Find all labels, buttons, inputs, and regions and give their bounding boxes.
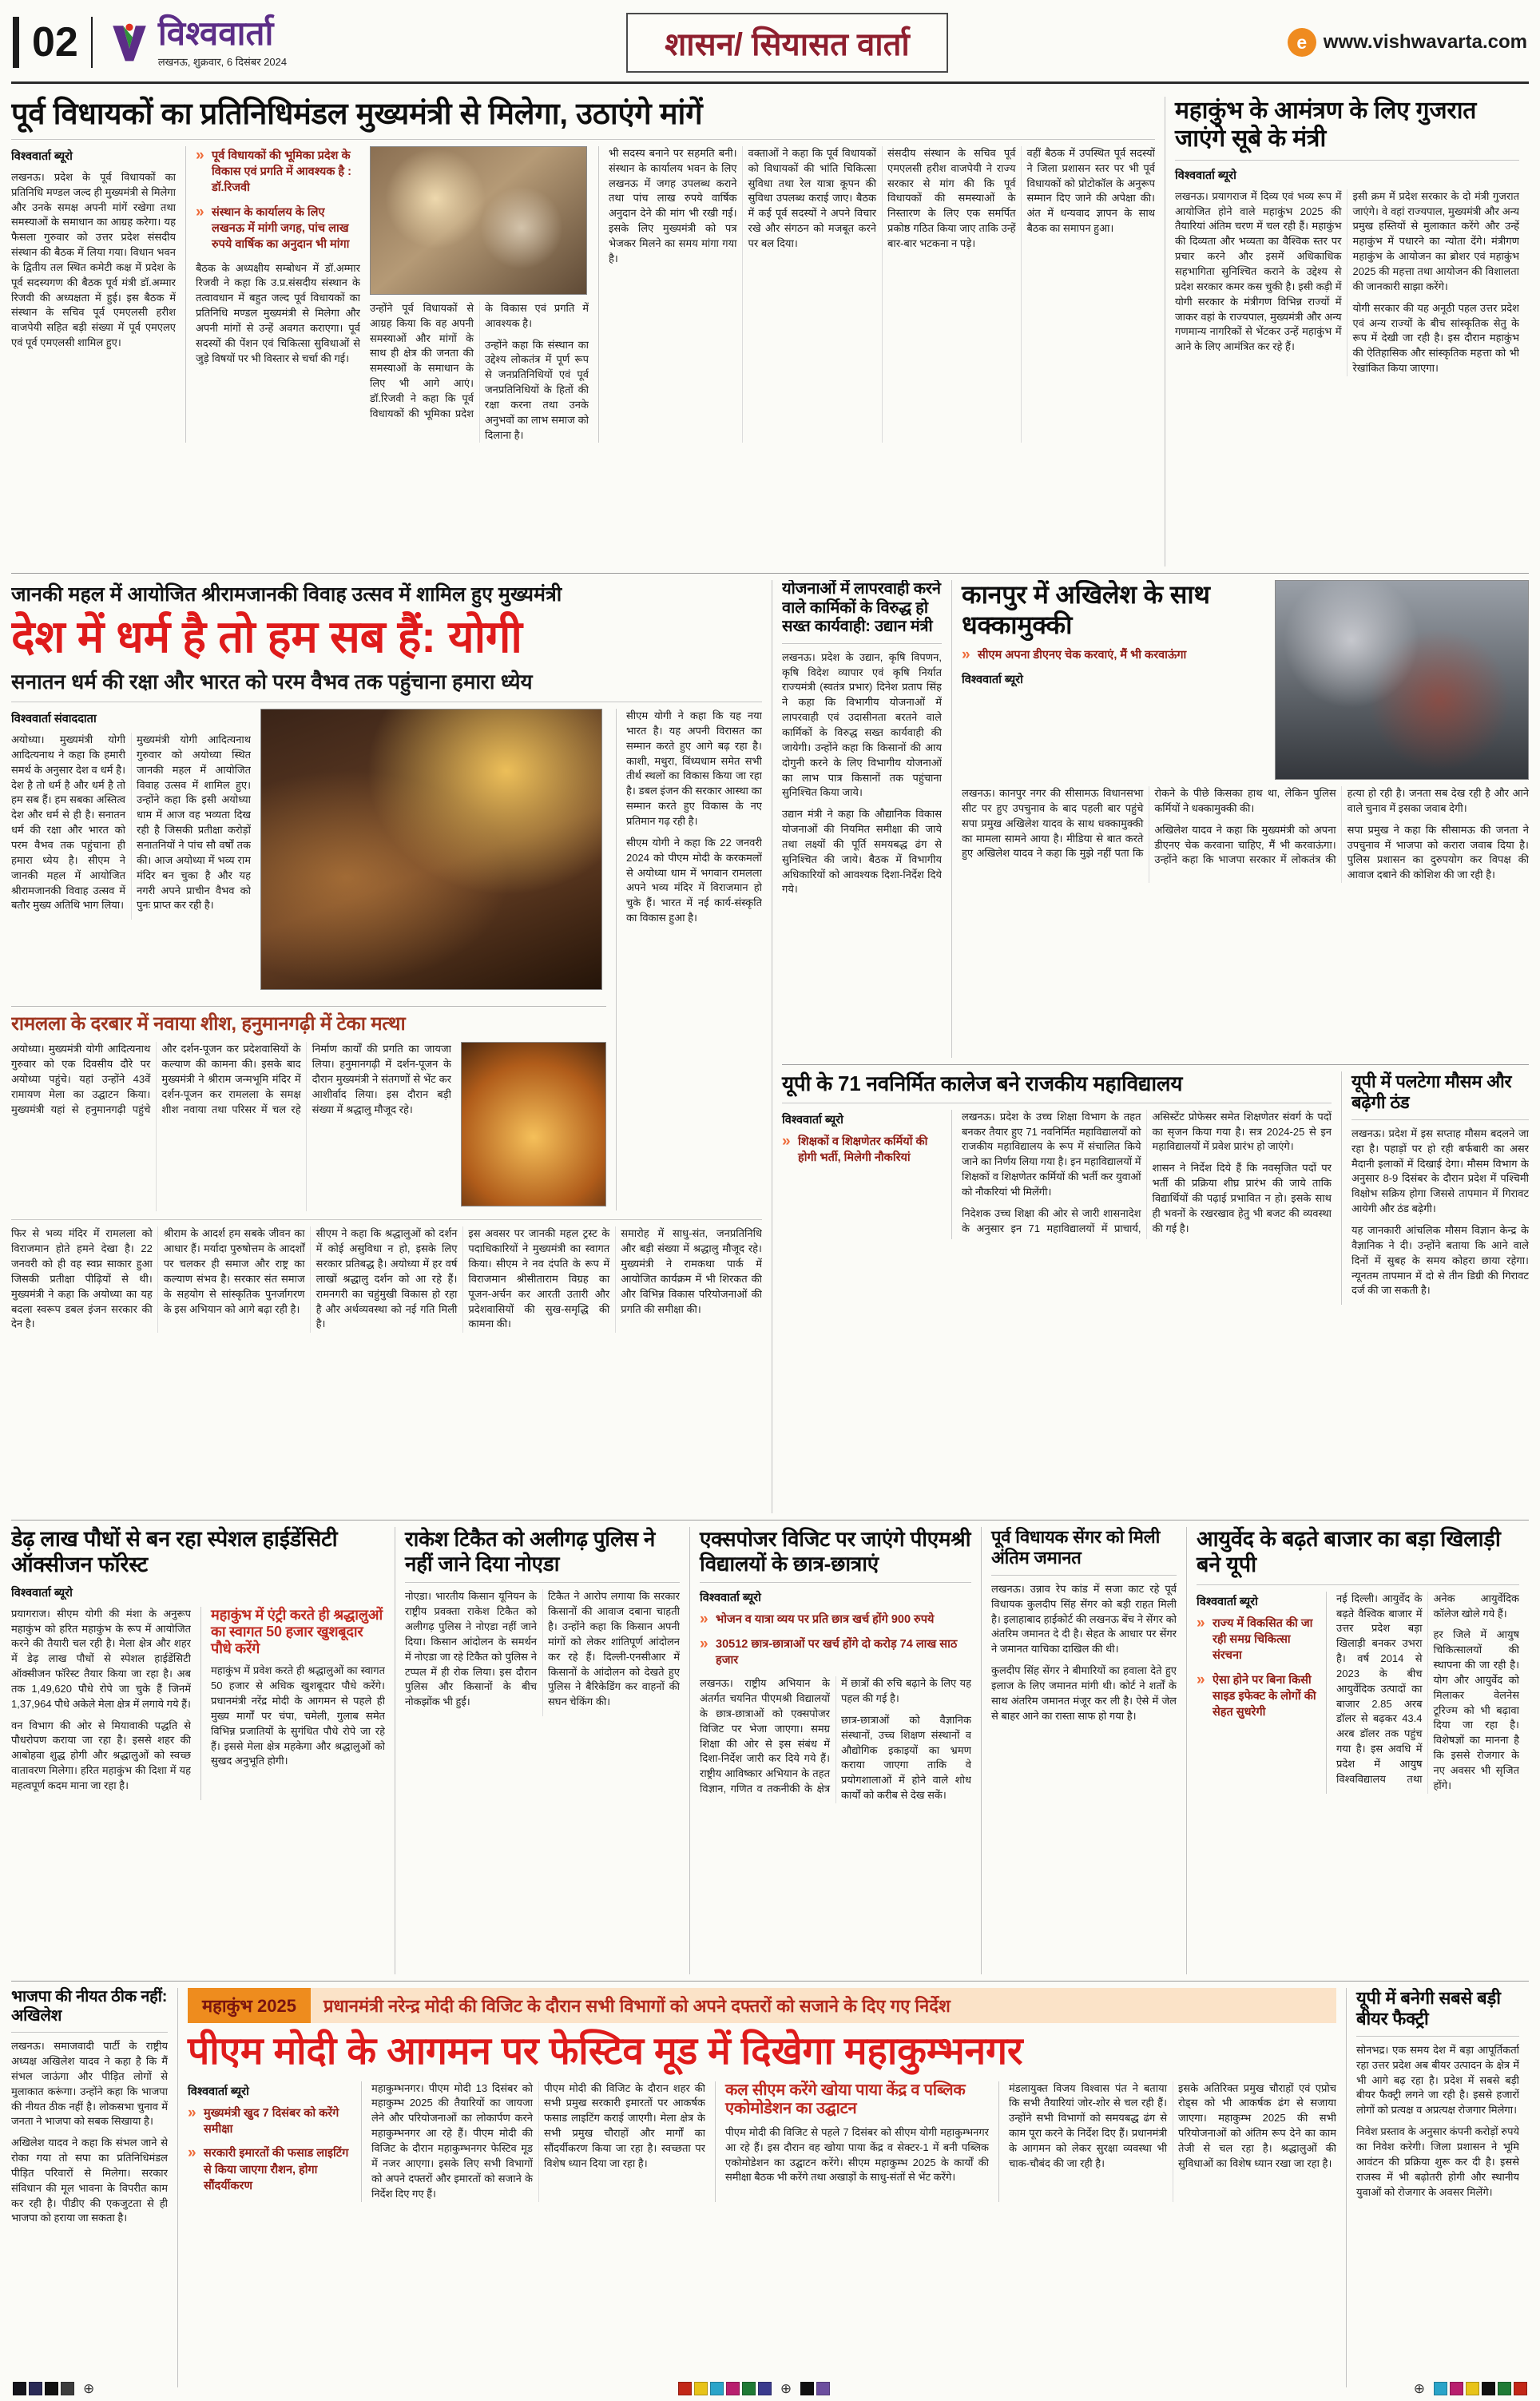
headline: देश में धर्म है तो हम सब हैं: योगी <box>11 611 522 662</box>
paragraph: महाकुंभ में प्रवेश करते ही श्रद्धालुओं का स्वागत 50 हजार से अधिक खुशबूदार पौधे करेंगे। प्रधानमंत्री नरेंद्र मोदी के आगमन से पहले ही मुख्य मार्गों पर चंपा, चमेली, गुलाब समेत विभिन्न प्रजातियों के सुगंधित पौधे रोपे जा रहे हैं। इससे मेला क्षेत्र महकेगा और श्रद्धालुओं को सुखद अनुभूति होगी। <box>211 1664 385 1767</box>
paragraph: वक्ताओं ने कहा कि पूर्व विधायकों को विधायकों की भांति चिकित्सा सुविधा तथा रेल यात्रा कूपन की सुविधा उपलब्ध कराई जाए। बैठक में कई पूर्व सदस्यों ने अपने विचार रखे और संगठन को मजबूत करने पर बल दिया। <box>748 146 876 249</box>
byline-column <box>1197 1592 1316 1794</box>
article-bullets <box>1197 1616 1316 1721</box>
paragraph: अयोध्या। मुख्यमंत्री योगी आदित्यनाथ गुरुवार को एक दिवसीय दौरे पर अयोध्या पहुंचे। यहां उन्होंने 43वें रामायण मेला का उद्घाटन किया। मुख्यमंत्री यहां से हनुमानगढ़ी पहुंचे और दर्शन-पूजन कर प्रदेशवासियों के कल्याण की कामना की। इसके बाद मुख्यमंत्री ने श्रीराम जन्मभूमि मंदिर में दर्शन-पूजन कर रामलला के समक्ष शीश नवाया तथा परिसर में चल रहे निर्माण कार्यों की प्रगति का जायजा लिया। हनुमानगढ़ी में दर्शन-पूजन के दौरान मुख्यमंत्री ने संतगणों से भेंट कर आशीर्वाद लिया। इस दौरान बड़ी संख्या में श्रद्धालु मौजूद रहे। <box>11 1043 451 1115</box>
bullet: » मुख्यमंत्री खुद 7 दिसंबर को करेंगे समीक्षा <box>188 2105 351 2138</box>
headline: भाजपा की नीयत ठीक नहीं: अखिलेश <box>11 1988 168 2033</box>
article-body <box>11 1607 191 1800</box>
bullet: » सरकारी इमारतों की फसाड लाइटिंग से किया जाएगा रौशन, होगा सौंदर्यीकरण <box>188 2145 351 2194</box>
print-registration-marks <box>13 2379 1527 2397</box>
paragraph: सपा प्रमुख ने कहा कि सीसामऊ की जनता ने उपचुनाव में भाजपा को करारा जवाब दिया है। पुलिस प्रशासन का दुरुपयोग कर विपक्ष की आवाज दबाने की कोशिश की जा रही है। <box>1347 823 1529 881</box>
byline: विश्ववार्ता ब्यूरो <box>962 673 1023 686</box>
headline: डेढ़ लाख पौधों से बन रहा स्पेशल हाईडेंसिटी ऑक्सीजन फॉरेस्ट <box>11 1527 338 1576</box>
article-exposure-visit <box>689 1527 981 1974</box>
byline: विश्ववार्ता ब्यूरो <box>700 1592 761 1605</box>
box-headline: रामलला के दरबार में नवाया शीश, हनुमानगढ़ी में टेका मत्था <box>11 1013 406 1036</box>
headline: राकेश टिकैत को अलीगढ़ पुलिस ने नहीं जाने दिया नोएडा <box>405 1527 680 1583</box>
paragraph: शासन ने निर्देश दिये हैं कि नवसृजित पदों पर भर्ती की प्रक्रिया शीघ्र प्रारंभ की जाये ताकि विद्यार्थियों की पढ़ाई प्रभावित न हो। इसके साथ ही भवनों के रखरखाव हेतु भी बजट की व्यवस्था की गई है। <box>1152 1162 1332 1234</box>
bullet: » सीएम अपना डीएनए चेक करवाएं, मैं भी करवाऊंगा <box>962 647 1265 663</box>
headline: योजनाओं में लापरवाही करने वाले कार्मिकों के विरुद्ध हो सख्त कार्यवाही: उद्यान मंत्री <box>782 580 942 644</box>
crosshair-icon: ⊕ <box>1413 2380 1425 2396</box>
paragraph: नोएडा। भारतीय किसान यूनियन के राष्ट्रीय प्रवक्ता राकेश टिकैत को अलीगढ़ पुलिस ने नोएडा नहीं जाने दिया। किसान आंदोलन के समर्थन में नोएडा जा रहे टिकैत को पुलिस ने टप्पल में ही रोक लिया। इस दौरान पुलिस और किसानों के बीच नोकझोंक भी हुई। <box>405 1590 537 1708</box>
paragraph: मंडलायुक्त विजय विश्वास पंत ने बताया कि सभी तैयारियां जोर-शोर से चल रही हैं। उन्होंने सभी विभागों को समयबद्ध ढंग से काम पूरा करने के निर्देश दिए हैं। प्रधानमंत्री के आगमन को लेकर सुरक्षा व्यवस्था भी चाक-चौबंद की जा रही है। <box>1009 2081 1167 2169</box>
article-body <box>962 786 1529 883</box>
section-title-box <box>303 13 1272 73</box>
crosshair-icon: ⊕ <box>780 2380 792 2396</box>
bullet: » पूर्व विधायकों की भूमिका प्रदेश के विकास एवं प्रगति में आवश्यक है : डॉ.रिजवी <box>196 148 360 197</box>
edition-line: लखनऊ, शुक्रवार, 6 दिसंबर 2024 <box>157 55 288 68</box>
paragraph: सोनभद्र। एक समय देश में बड़ा आपूर्तिकर्ता रहा उत्तर प्रदेश अब बीयर उत्पादन के क्षेत्र में भी आगे बढ़ रहा है। प्रदेश में सबसे बड़ी बीयर फैक्ट्री लगने जा रही है। इससे हजारों लोगों को प्रत्यक्ष व अप्रत्यक्ष रोजगार मिलेगा। <box>1356 2043 1519 2117</box>
article-body <box>361 2081 705 2202</box>
registration-mark-group <box>1407 2382 1527 2395</box>
article-main-column <box>11 709 606 1211</box>
paragraph: लखनऊ। प्रदेश के उच्च शिक्षा विभाग के तहत बनकर तैयार हुए 71 नवनिर्मित महाविद्यालयों को राजकीय महाविद्यालय के रूप में संचालित किये जाने का निर्णय लिया गया है। इन महाविद्यालयों में शिक्षकों व शिक्षणेतर कर्मियों की भर्ती कर युवाओं को नौकरियां भी मिलेंगी। <box>962 1110 1141 1198</box>
paragraph: वहीं बैठक में उपस्थित पूर्व सदस्यों ने जिला प्रशासन स्तर पर भी पूर्व विधायकों को प्रोटोकॉल के अनुरूप सम्मान दिए जाने की अपेक्षा की। अंत में धन्यवाद ज्ञापन के साथ बैठक का समापन हुआ। <box>1026 146 1155 235</box>
byline: विश्ववार्ता ब्यूरो <box>1197 1595 1258 1608</box>
article-body <box>782 650 942 904</box>
article-body <box>11 2039 168 2232</box>
sub-headline: कल सीएम करेंगे खोया पाया केंद्र व पब्लिक एकोमोडेशन का उद्घाटन <box>725 2081 966 2118</box>
subheadline: सनातन धर्म की रक्षा और भारत को परम वैभव तक पहुंचाना हमारा ध्येय <box>11 666 762 702</box>
headline: आयुर्वेद के बढ़ते बाजार का बड़ा खिलाड़ी बने यूपी <box>1197 1527 1519 1585</box>
paragraph: सीएम ने कहा कि श्रद्धालुओं को दर्शन में कोई असुविधा न हो, इसके लिए सरकार प्रतिबद्ध है। अयोध्या में हर वर्ष लाखों श्रद्धालु दर्शन को आ रहे हैं। रामनगरी का चहुंमुखी विकास हो रहा है और अर्थव्यवस्था को नई गति मिली है। <box>316 1227 458 1330</box>
article-bullets <box>962 647 1265 663</box>
article-body <box>1356 2043 1519 2206</box>
sub-article <box>200 1607 385 1800</box>
article-bullets <box>782 1134 942 1167</box>
article-beer-factory <box>1346 1988 1529 2387</box>
article-body <box>1351 1127 1529 1305</box>
article-body <box>1326 1592 1519 1794</box>
article-bullets <box>700 1612 971 1668</box>
kicker: जानकी महल में आयोजित श्रीरामजानकी विवाह उत्सव में शामिल हुए मुख्यमंत्री <box>11 583 562 606</box>
paragraph: भी सदस्य बनाने पर सहमति बनी। संस्थान के कार्यालय भवन के लिए लखनऊ में जगह उपलब्ध कराने तथा पांच लाख रुपये वार्षिक अनुदान देने की मांग भी रखी गई। इसके लिए मुख्यमंत्री को पत्र भेजकर मिलने का समय मांगा गया है। <box>609 146 737 264</box>
paragraph: इसी क्रम में प्रदेश सरकार के दो मंत्री गुजरात जाएंगे। वे वहां राज्यपाल, मुख्यमंत्री और अन्य प्रमुख हस्तियों से मुलाकात करेंगे और उन्हें महाकुंभ में पधारने का न्योता देंगे। मंत्रीगण महाकुंभ के आयोजन का ब्रोशर एवं महाकुंभ 2025 की महत्ता तथा आयोजन की विशालता की जानकारी साझा करेंगे। <box>1352 189 1519 292</box>
article-column <box>370 146 589 443</box>
byline: विश्ववार्ता ब्यूरो <box>188 2085 249 2098</box>
right-cluster <box>772 580 1529 1513</box>
article-weather <box>1341 1071 1529 1305</box>
paragraph: मुख्यमंत्री योगी आदित्यनाथ गुरुवार को अयोध्या स्थित जानकी महल में आयोजित विवाह उत्सव में शामिल हुए। उन्होंने कहा कि इसी अयोध्या धाम में आज वह भव्यता दिख रही है जिसकी प्रतीक्षा करोड़ों सनातनियों ने पांच सौ वर्षों तक की। आज अयोध्या में भव्य राम मंदिर बन चुका है और यह नगरी अपने प्राचीन वैभव को पुनः प्राप्त कर रही है। <box>137 733 251 912</box>
article-column <box>11 709 251 998</box>
byline-column <box>782 1110 942 1240</box>
headline: यूपी में पलटेगा मौसम और बढ़ेगी ठंड <box>1351 1071 1529 1120</box>
lower-row <box>11 1520 1529 1974</box>
article-ex-mla-delegation <box>11 97 1165 566</box>
paragraph: इस अवसर पर जानकी महल ट्रस्ट के पदाधिकारियों ने मुख्यमंत्री का स्वागत किया। सीएम ने नव दंपति के रूप में विराजमान श्रीसीताराम विग्रह का पूजन-अर्चन कर आरती उतारी और प्रदेशवासियों की सुख-समृद्धि की कामना की। <box>468 1227 610 1330</box>
article-body <box>700 1676 971 1803</box>
crosshair-icon: ⊕ <box>83 2380 95 2396</box>
page-number: 02 <box>13 17 93 68</box>
headline: पीएम मोदी के आगमन पर फेस्टिव मूड में दिखेगा महाकुम्भनगर <box>188 2030 1023 2073</box>
headline-block <box>962 580 1265 780</box>
paragraph: पीएम मोदी की विजिट के दौरान शहर की सभी प्रमुख सरकारी इमारतों पर आकर्षक फसाड लाइटिंग कराई जाएगी। मेला क्षेत्र के सभी प्रमुख चौराहों और मार्गों का सौंदर्यीकरण किया जा रहा है। स्वच्छता पर विशेष ध्यान दिया जा रहा है। <box>544 2081 705 2169</box>
hanumangarhi-darshan-photo <box>461 1042 606 1206</box>
ramlala-box <box>11 1006 606 1211</box>
bullet: » शिक्षकों व शिक्षणेतर कर्मियों की होगी भर्ती, मिलेगी नौकरियां <box>782 1134 942 1167</box>
headline: यूपी में बनेगी सबसे बड़ी बीयर फैक्ट्री <box>1356 1988 1519 2037</box>
paragraph: छात्र-छात्राओं को वैज्ञानिक संस्थानों, उच्च शिक्षण संस्थानों व औद्योगिक इकाइयों का भ्रमण कराया जाएगा ताकि वे प्रयोगशालाओं में होने वाले शोध कार्यों को करीब से देख सकें। <box>841 1713 971 1802</box>
article-pm-modi-mahakumbh <box>177 1988 1346 2387</box>
paragraph: लखनऊ। प्रदेश में इस सप्ताह मौसम बदलने जा रहा है। पहाड़ों पर हो रही बर्फबारी का असर मैदानी इलाकों में दिखाई देगा। मौसम विभाग के अनुसार 8-9 दिसंबर के दौरान प्रदेश में पश्चिमी विक्षोभ सक्रिय होगा जिससे तापमान में गिरावट आयेगी और ठंड बढ़ेगी। <box>1351 1127 1529 1215</box>
paragraph: वन विभाग की ओर से मियावाकी पद्धति से पौधरोपण कराया जा रहा है। इससे शहर की आबोहवा शुद्ध होगी और श्रद्धालुओं को स्वच्छ वातावरण मिलेगा। हरित महाकुंभ की दिशा में यह महत्वपूर्ण कदम माना जा रहा है। <box>11 1719 191 1791</box>
akhilesh-crowd-photo <box>1275 580 1529 780</box>
paragraph: उन्होंने कहा कि संस्थान का उद्देश्य लोकतंत्र में पूर्ण रूप से जनप्रतिनिधियों एवं पूर्व जनप्रतिनिधियों के हितों की रक्षा करना तथा उनके अनुभवों का लाभ समाज को दिलाना है। <box>485 338 589 441</box>
article-side-column <box>616 709 762 1210</box>
mahakumbh-badge: महाकुंभ 2025 <box>188 1988 311 2023</box>
paragraph: पीएम मोदी की विजिट से पहले 7 दिसंबर को सीएम योगी महाकुम्भनगर आ रहे हैं। इस दौरान वह खोया पाया केंद्र व सेक्टर-1 में बनी पब्लिक एकोमोडेशन का उद्घाटन करेंगे। सीएम महाकुम्भ 2025 के कार्यों की समीक्षा बैठक भी करेंगे तथा अखाड़ों के साधु-संतों से भेंट करेंगे। <box>725 2125 989 2184</box>
headline: पूर्व विधायकों का प्रतिनिधिमंडल मुख्यमंत्री से मिलेगा, उठाएंगे मांगें <box>11 97 1155 140</box>
headline: पूर्व विधायक सेंगर को मिली अंतिम जमानत <box>991 1527 1177 1576</box>
article-column <box>185 146 360 443</box>
bottom-row <box>11 1981 1529 2387</box>
registration-mark-group <box>13 2382 101 2395</box>
paragraph: लखनऊ। समाजवादी पार्टी के राष्ट्रीय अध्यक्ष अखिलेश यादव ने कहा है कि मैं संभल जाऊंगा और पीड़ित लोगों से मुलाकात करूंगा। उन्होंने कहा कि भाजपा की नीयत ठीक नहीं है। लोकसभा चुनाव में जनता ने भाजपा को सबक सिखाया है। <box>11 2040 168 2128</box>
website-link[interactable] <box>1288 28 1527 57</box>
article-ayurveda-market <box>1186 1527 1529 1974</box>
byline: विश्ववार्ता ब्यूरो <box>11 1586 73 1600</box>
masthead <box>109 14 288 69</box>
vishwavarta-logo <box>109 22 150 63</box>
paragraph: लखनऊ। प्रयागराज में दिव्य एवं भव्य रूप में आयोजित होने वाले महाकुंभ 2025 की तैयारियां अंतिम चरण में चल रही हैं। महाकुंभ की दिव्यता और भव्यता का वैश्विक स्तर पर प्रचार करने और इसमें अधिकाधिक सहभागिता सुनिश्चित कराने के उद्देश्य से प्रदेश सरकार कमर कस चुकी है। इसी कड़ी में योगी सरकार के मंत्रीगण विभिन्न राज्यों में जाकर वहां के राज्यपाल, मुख्यमंत्री और अन्य गणमान्य नागरिकों से भेंटकर उन्हें महाकुंभ में आने के लिए आमंत्रित कर रहे हैं। <box>1175 189 1342 353</box>
paragraph: उन्होंने पूर्व विधायकों से आग्रह किया कि वह अपनी समस्याओं और मांगों के साथ ही क्षेत्र की जनता की समस्याओं के समाधान के लिए भी आगे आएं। डॉ.रिजवी ने कहा कि पूर्व विधायकों की भूमिका प्रदेश के विकास एवं प्रगति में आवश्यक है। <box>370 301 589 419</box>
article-column <box>11 146 176 443</box>
article-bjp-akhilesh <box>11 1988 177 2387</box>
article-body <box>211 1664 385 1775</box>
byline: विश्ववार्ता संवाददाता <box>11 713 97 726</box>
article-rakesh-tikait <box>395 1527 689 1974</box>
article-body <box>725 2125 989 2192</box>
article-body <box>1009 2081 1336 2202</box>
registration-mark-group <box>678 2382 830 2395</box>
paragraph: निवेश प्रस्ताव के अनुसार कंपनी करोड़ों रुपये का निवेश करेगी। जिला प्रशासन ने भूमि आवंटन की प्रक्रिया शुरू कर दी है। इससे राजस्व में भी बढ़ोतरी होगी और स्थानीय युवाओं को रोजगार के अवसर मिलेंगे। <box>1356 2125 1519 2198</box>
sub-headline: महाकुंभ में एंट्री करते ही श्रद्धालुओं का स्वागत 50 हजार खुशबूदार पौधे करेंगे <box>211 1606 383 1657</box>
article-body <box>196 261 360 373</box>
byline: विश्ववार्ता ब्यूरो <box>11 149 73 163</box>
middle-row <box>11 573 1529 1513</box>
headline: एक्सपोजर विजिट पर जाएंगे पीएमश्री विद्यालयों के छात्र-छात्राएं <box>700 1527 971 1583</box>
headline: महाकुंभ के आमंत्रण के लिए गुजरात जाएंगे सूबे के मंत्री <box>1175 97 1519 161</box>
masthead-text <box>157 14 288 69</box>
paragraph: निदेशक उच्च शिक्षा की ओर से जारी शासनादेश के अनुसार इन 71 महाविद्यालयों में प्राचार्य, असिस्टेंट प्रोफेसर समेत शिक्षणेतर संवर्ग के पदों का सृजन किया गया है। सत्र 2024-25 से इन महाविद्यालयों में प्रवेश प्रारंभ हो जाएंगे। <box>962 1110 1332 1234</box>
paragraph: लखनऊ। उन्नाव रेप कांड में सजा काट रहे पूर्व विधायक कुलदीप सिंह सेंगर को बड़ी राहत मिली है। इलाहाबाद हाईकोर्ट की लखनऊ बेंच ने सेंगर को अंतरिम जमानत दे दी है। सेहत के आधार पर सेंगर ने जमानत याचिका दाखिल की थी। <box>991 1582 1177 1656</box>
delegation-meeting-photo <box>370 146 587 295</box>
article-body <box>598 146 1155 443</box>
paragraph: फिर से भव्य मंदिर में रामलला को विराजमान होते हमने देखा है। 22 जनवरी को ही वह स्वप्न साकार हुआ जिसकी प्रतीक्षा पीढ़ियों से थी। मुख्यमंत्री ने कहा कि अयोध्या का यह बदला स्वरूप डबल इंजन सरकार की देन है। <box>11 1227 153 1330</box>
paragraph: यह जानकारी आंचलिक मौसम विज्ञान केन्द्र के वैज्ञानिक ने दी। उन्होंने बताया कि आने वाले दिनों में सुबह के समय कोहरा छाया रहेगा। न्यूनतम तापमान में दो से तीन डिग्री की गिरावट दर्ज की जा सकती है। <box>1351 1223 1529 1297</box>
paragraph: प्रयागराज। सीएम योगी की मंशा के अनुरूप महाकुंभ को हरित महाकुंभ के रूप में आयोजित करने की तैयारी चल रही है। मेला क्षेत्र और शहर में डेढ़ लाख पौधों से स्पेशल हाईडेंसिटी ऑक्सीजन फॉरेस्ट तैयार किया जा रहा है। अब तक 1,49,620 पौधे रोपे जा चुके हैं जिनमें 1,37,964 पौधे अकेले मेला क्षेत्र में लगाये गये हैं। <box>11 1607 191 1710</box>
paragraph: सीएम योगी ने कहा कि यह नया भारत है। यह अपनी विरासत का सम्मान करते हुए आगे बढ़ रहा है। काशी, मथुरा, विंध्यधाम समेत सभी तीर्थ स्थलों का विकास किया जा रहा है। डबल इंजन की सरकार आस्था का सम्मान करते हुए विकास के नए प्रतिमान गढ़ रही है। <box>626 710 762 827</box>
paragraph: संसदीय संस्थान के सचिव पूर्व एमएलसी हरीश वाजपेयी ने राज्य सरकार से मांग की कि पूर्व विधायकों की समस्याओं के निस्तारण के लिए एक समर्पित प्रकोष्ठ गठित किया जाए ताकि उन्हें बार-बार भटकना न पड़े। <box>887 146 1016 249</box>
article-body <box>11 1219 762 1332</box>
paragraph: श्रीराम के आदर्श हम सबके जीवन का आधार हैं। मर्यादा पुरुषोत्तम के आदर्शों पर चलकर ही समाज और राष्ट्र का कल्याण संभव है। सरकार संत समाज के सहयोग से सांस्कृतिक पुनर्जागरण के इस अभियान को आगे बढ़ा रही है। <box>163 1227 305 1315</box>
paragraph: महाकुम्भनगर। पीएम मोदी 13 दिसंबर को महाकुम्भ 2025 की तैयारियों का जायजा लेने और परियोजनाओं का लोकार्पण करने महाकुम्भनगर आ रहे हैं। पीएम मोदी की विजिट के दौरान महाकुम्भनगर फेस्टिव मूड में नजर आएगा। इसके लिए सभी विभागों को अपने दफ्तरों और इमारतों को सजाने के निर्देश दिए गए हैं। <box>371 2081 533 2200</box>
article-oxygen-forest <box>11 1527 395 1974</box>
paragraph: बैठक के अध्यक्षीय सम्बोधन में डॉ.अम्मार रिजवी ने कहा कि उ.प्र.संसदीय संस्थान के तत्वावधान में बहुत जल्द पूर्व विधायकों का प्रतिनिधि मण्डल मुख्यमंत्री से मिलेगा और अपनी मांगों से उन्हें अवगत कराएगा। पूर्व सदस्यों की पेंशन एवं चिकित्सा सुविधाओं से जुड़े विषयों पर भी विस्तार से चर्चा की गई। <box>196 261 360 364</box>
paragraph: लखनऊ। कानपुर नगर की सीसामऊ विधानसभा सीट पर हुए उपचुनाव के बाद पहली बार पहुंचे सपा प्रमुख अखिलेश यादव के साथ धक्कामुक्की का मामला सामने आया है। मीडिया से बात करते हुए अखिलेश यादव ने कहा कि मुझे नहीं पता कि रोकने के पीछे किसका हाथ था, लेकिन पुलिस कर्मियों ने धक्कामुक्की की। <box>962 787 1336 860</box>
article-yogi-dharma <box>11 580 772 1513</box>
bullet: » संस्थान के कार्यालय के लिए लखनऊ में मांगी जगह, पांच लाख रुपये वार्षिक का अनुदान भी मांगा <box>196 205 360 253</box>
kicker-bar <box>188 1988 1336 2023</box>
headline: कानपुर में अखिलेश के साथ धक्कामुक्की <box>962 580 1210 639</box>
article-udyan-minister <box>782 580 942 1058</box>
paragraph: टिकैत ने आरोप लगाया कि सरकार किसानों की आवाज दबाना चाहती है। उन्होंने कहा कि किसान अपनी मांगों को लेकर शांतिपूर्ण आंदोलन कर रहे हैं। दिल्ली-एनसीआर में किसानों के आंदोलन को देखते हुए पुलिस ने बैरिकेडिंग कर वाहनों की सघन चेकिंग की। <box>548 1590 680 1708</box>
byline-column <box>188 2081 351 2202</box>
paragraph: अयोध्या। मुख्यमंत्री योगी आदित्यनाथ ने कहा कि हमारी समर्थ के अनुसार देश व धर्म है। देश है तो धर्म है और धर्म है तो हम सब हैं। हम सबका अस्तित्व देश और धर्म से ही है। सनातन धर्म की रक्षा और भारत को परम वैभव तक पहुंचाना ही हमारा ध्येय है। सीएम ने जानकी महल में आयोजित श्रीरामजानकी विवाह उत्सव में बतौर मुख्य अतिथि भाग लिया। <box>11 733 125 912</box>
paragraph: हर जिले में आयुष चिकित्सालयों की स्थापना की जा रही है। योग और आयुर्वेद को मिलाकर वेलनेस टूरिज्म को भी बढ़ावा दिया जा रहा है। विशेषज्ञों का मानना है कि इससे रोजगार के नए अवसर भी सृजित होंगे। <box>1433 1628 1519 1791</box>
website-url: www.vishwavarta.com <box>1323 31 1527 53</box>
article-body <box>1175 189 1519 376</box>
article-bullets <box>196 148 360 253</box>
masthead-title: विश्ववार्ता <box>157 14 274 52</box>
article-71-colleges <box>782 1071 1332 1305</box>
janaki-mahal-event-photo <box>260 709 602 990</box>
kicker: प्रधानमंत्री नरेन्द्र मोदी की विजिट के दौरान सभी विभागों को अपने दफ्तरों को सजाने के दिए गए निर्देश <box>311 1988 1336 2023</box>
e-paper-icon: e <box>1288 28 1316 57</box>
article-body <box>11 170 176 357</box>
paragraph: लखनऊ। प्रदेश के पूर्व विधायकों का प्रतिनिधि मण्डल जल्द ही मुख्यमंत्री से मिलेगा और उनके समक्ष अपनी मांगें रखेगा तथा समस्याओं के समाधान का आग्रह करेगा। यह फैसला गुरुवार को उत्तर प्रदेश संसदीय संस्थान की बैठक में लिया गया। विधान भवन के द्वितीय तल स्थित कमेटी कक्ष में प्रदेश के पूर्व सदस्यगण की बैठक पूर्व मंत्री डॉ.अम्मार रिजवी की अध्यक्षता में हुई। इस बैठक में संस्थान के सचिव पूर्व एमएलसी हरीश वाजपेयी सहित बड़ी संख्या में पूर्व एमएलए एवं पूर्व एमएलसी शामिल हुए। <box>11 170 176 349</box>
article-bullets <box>188 2105 351 2194</box>
article-body <box>991 1582 1177 1731</box>
paragraph: कुलदीप सिंह सेंगर ने बीमारियों का हवाला देते हुए इलाज के लिए जमानत मांगी थी। कोर्ट ने शर्तों के साथ अंतरिम जमानत मंजूर कर ली है। ऐसे में जेल से बाहर आने का रास्ता साफ हो गया है। <box>991 1664 1177 1722</box>
article-sengar-bail <box>981 1527 1186 1974</box>
top-row <box>11 90 1529 566</box>
byline: विश्ववार्ता ब्यूरो <box>1175 169 1236 182</box>
bullet: » 30512 छात्र-छात्राओं पर खर्च होंगे दो करोड़ 74 लाख साठ हजार <box>700 1636 971 1669</box>
cm-inauguration-subbox <box>715 2081 999 2202</box>
bullet: » राज्य में विकसित की जा रही समग्र चिकित्सा संरचना <box>1197 1616 1316 1664</box>
paragraph: योगी सरकार की यह अनूठी पहल उत्तर प्रदेश एवं अन्य राज्यों के बीच सांस्कृतिक सेतु के रूप में देखी जा रही है। इस दौरान महाकुंभ की ऐतिहासिक और सांस्कृतिक महत्ता को भी रेखांकित किया जाएगा। <box>1352 301 1519 375</box>
article-mahakumbh-gujarat <box>1165 97 1529 566</box>
paragraph: अखिलेश यादव ने कहा कि मुख्यमंत्री को अपना डीएनए चेक करवाना चाहिए, मैं भी करवाऊंगा। उन्होंने कहा कि भाजपा सरकार में लोकतंत्र की हत्या हो रही है। जनता सब देख रही है और आने वाले चुनाव में इसका जवाब देगी। <box>1154 787 1529 866</box>
paragraph: लखनऊ। राष्ट्रीय अभियान के अंतर्गत चयनित पीएमश्री विद्यालयों के छात्र-छात्राओं को एक्सपोजर विजिट पर भेजा जाएगा। समग्र शिक्षा की ओर से इस संबंध में दिशा-निर्देश जारी कर दिये गये हैं। राष्ट्रीय आविष्कार अभियान के तहत विज्ञान, गणित व तकनीकी के क्षेत्र में छात्रों की रुचि बढ़ाने के लिए यह पहल की गई है। <box>700 1677 971 1795</box>
paragraph: सीएम योगी ने कहा कि 22 जनवरी 2024 को पीएम मोदी के करकमलों से अयोध्या धाम में भगवान रामलला अपने भव्य मंदिर में विराजमान हो चुके हैं। भारत में नई कार्य-संस्कृति का विकास हुआ है। <box>626 836 762 924</box>
headline: यूपी के 71 नवनिर्मित कालेज बने राजकीय महाविद्यालय <box>782 1071 1332 1103</box>
bullet: » ऐसा होने पर बिना किसी साइड इफेक्ट के लोगों की सेहत सुधरेगी <box>1197 1672 1316 1721</box>
article-body <box>951 1110 1332 1240</box>
article-akhilesh-kanpur <box>951 580 1529 1058</box>
section-title: शासन/ सियासत वार्ता <box>626 13 948 73</box>
paragraph: लखनऊ। प्रदेश के उद्यान, कृषि विपणन, कृषि विदेश व्यापार एवं कृषि निर्यात राज्यमंत्री (स्वतंत्र प्रभार) दिनेश प्रताप सिंह ने कहा कि विभागीय योजनाओं में लापरवाही एवं उदासीनता बरतने वाले कार्मिकों के विरुद्ध सख्त कार्यवाही की जायेगी। उन्होंने कहा कि किसानों की आय दोगुनी करने के लिए विभागीय योजनाओं का लाभ पात्र किसानों तक पहुंचाना सुनिश्चित किया जाये। <box>782 650 942 799</box>
paragraph: समारोह में साधु-संत, जनप्रतिनिधि और बड़ी संख्या में श्रद्धालु मौजूद रहे। मुख्यमंत्री ने रामकथा पार्क में आयोजित कार्यक्रम में भी शिरकत की और विभिन्न विकास परियोजनाओं की प्रगति की समीक्षा की। <box>621 1227 762 1315</box>
article-body <box>405 1589 680 1716</box>
bullet: » भोजन व यात्रा व्यय पर प्रति छात्र खर्च होंगे 900 रुपये <box>700 1612 971 1628</box>
article-body <box>11 733 251 920</box>
byline: विश्ववार्ता ब्यूरो <box>782 1113 843 1127</box>
paragraph: अखिलेश यादव ने कहा कि संभल जाने से रोका गया तो सपा का प्रतिनिधिमंडल पीड़ित परिवारों से मिलेगा। सरकार संविधान की मूल भावना के विपरीत काम कर रही है। पीडीए की एकजुटता से ही भाजपा को हराया जा सकता है। <box>11 2137 168 2224</box>
paragraph: इसके अतिरिक्त प्रमुख चौराहों एवं एप्रोच रोड्स को भी आकर्षक ढंग से सजाया जाएगा। महाकुम्भ 2025 की सभी परियोजनाओं को अंतिम रूप देने का काम तेजी से चल रहा है। श्रद्धालुओं की सुविधाओं का विशेष ध्यान रखा जा रहा है। <box>1178 2081 1336 2169</box>
article-body <box>370 301 589 443</box>
box-body <box>11 1042 451 1211</box>
paragraph: नई दिल्ली। आयुर्वेद के बढ़ते वैश्विक बाजार में उत्तर प्रदेश बड़ा खिलाड़ी बनकर उभरा है। वर्ष 2014 से 2023 के बीच आयुर्वेदिक उत्पादों का बाजार 2.85 अरब डॉलर से बढ़कर 43.4 अरब डॉलर तक पहुंच गया है। इस अवधि में प्रदेश में आयुष विश्वविद्यालय तथा अनेक आयुर्वेदिक कॉलेज खोले गये हैं। <box>1336 1592 1519 1785</box>
page-header <box>11 8 1529 84</box>
paragraph: उद्यान मंत्री ने कहा कि औद्यानिक विकास योजनाओं की नियमित समीक्षा की जाये तथा लक्ष्यों की पूर्ति समयबद्ध ढंग से सुनिश्चित की जाये। बैठक में विभागीय अधिकारियों को आवश्यक दिशा-निर्देश दिये गये। <box>782 808 942 896</box>
